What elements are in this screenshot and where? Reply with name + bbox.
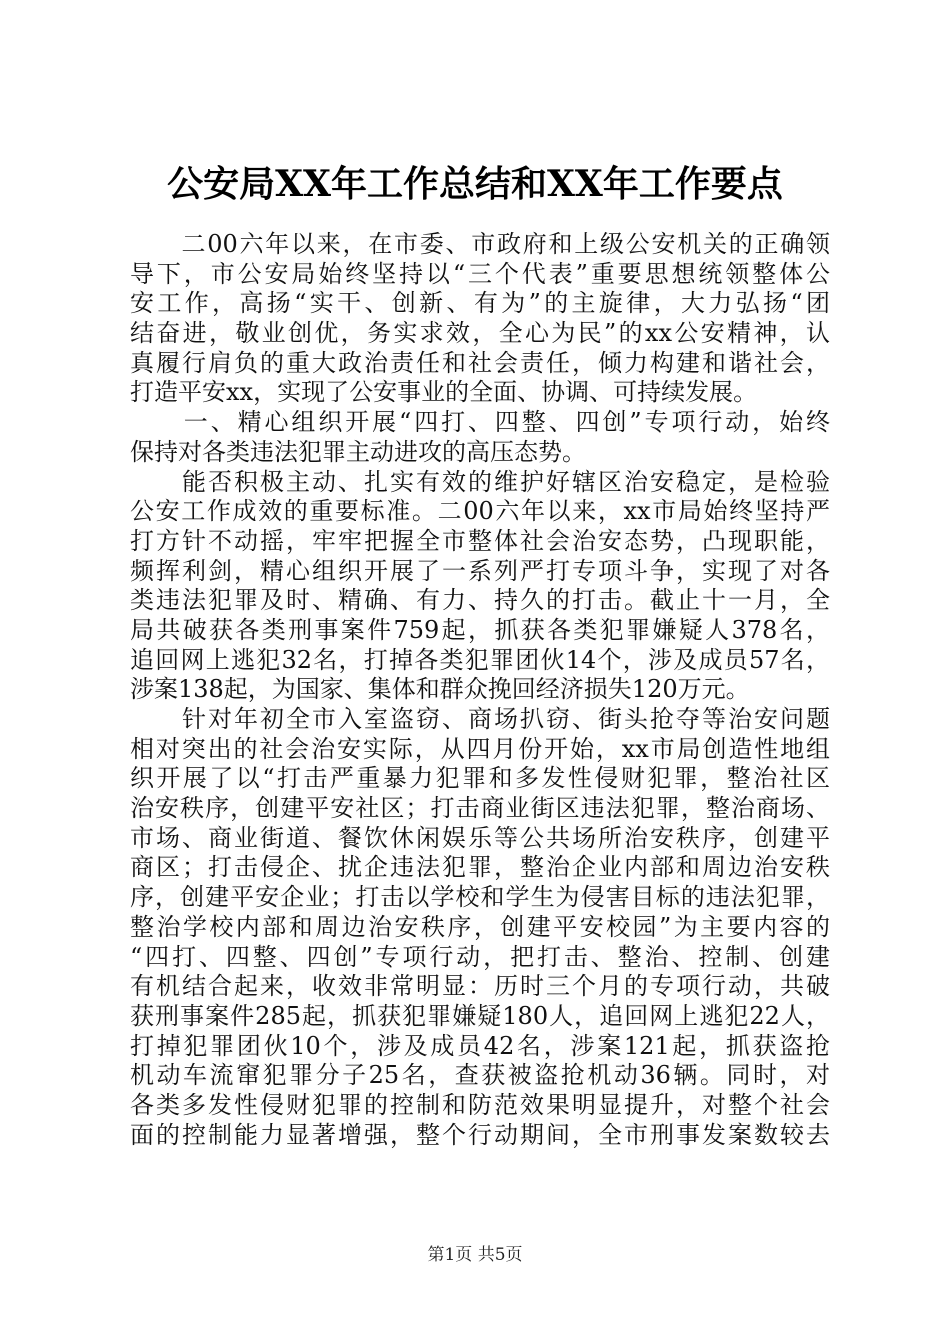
text-line: 获刑事案件285起，抓获犯罪嫌疑180人，追回网上逃犯22人，	[130, 1001, 830, 1030]
text-line: 局共破获各类刑事案件759起，抓获各类犯罪嫌疑人378名，	[130, 615, 830, 644]
text-line: 公安工作成效的重要标准。二00六年以来，xx市局始终坚持严	[130, 497, 830, 526]
text-line: 织开展了以“打击严重暴力犯罪和多发性侵财犯罪，整治社区	[130, 764, 830, 793]
text-line: 针对年初全市入室盗窃、商场扒窃、街头抢夺等治安问题	[130, 705, 830, 733]
text-line: “四打、四整、四创”专项行动，把打击、整治、控制、创建	[130, 942, 830, 971]
text-line: 一、精心组织开展“四打、四整、四创”专项行动，始终	[130, 408, 830, 437]
text-line: 结奋进，敬业创优，务实求效，全心为民”的xx公安精神，认	[130, 319, 830, 348]
document-body	[130, 230, 830, 1150]
text-line: 相对突出的社会治安实际，从四月份开始，xx市局创造性地组	[130, 734, 830, 763]
text-line: 商区；打击侵企、扰企违法犯罪，整治企业内部和周边治安秩	[130, 853, 830, 882]
text-line: 安工作，高扬“实干、创新、有为”的主旋律，大力弘扬“团	[130, 289, 830, 318]
page-footer: 第1页 共5页	[427, 1245, 523, 1265]
text-line: 打造平安xx，实现了公安事业的全面、协调、可持续发展。	[130, 378, 758, 407]
text-line: 类违法犯罪及时、精确、有力、持久的打击。截止十一月，全	[130, 586, 830, 615]
text-line: 各类多发性侵财犯罪的控制和防范效果明显提升，对整个社会	[130, 1090, 830, 1119]
text-line: 追回网上逃犯32名，打掉各类犯罪团伙14个，涉及成员57名，	[130, 645, 830, 674]
text-line: 涉案138起，为国家、集体和群众挽回经济损失120万元。	[130, 675, 750, 704]
text-line: 保持对各类违法犯罪主动进攻的高压态势。	[130, 437, 586, 466]
text-line: 导下，市公安局始终坚持以“三个代表”重要思想统领整体公	[130, 259, 830, 288]
text-line: 治安秩序，创建平安社区；打击商业街区违法犯罪，整治商场、	[130, 794, 830, 823]
text-line: 整治学校内部和周边治安秩序，创建平安校园”为主要内容的	[130, 912, 830, 941]
text-line: 面的控制能力显著增强，整个行动期间，全市刑事发案数较去	[130, 1120, 830, 1149]
text-line: 打方针不动摇，牢牢把握全市整体社会治安态势，凸现职能，	[130, 526, 830, 555]
text-line: 能否积极主动、扎实有效的维护好辖区治安稳定，是检验	[130, 467, 830, 496]
text-line: 频挥利剑，精心组织开展了一系列严打专项斗争，实现了对各	[130, 556, 830, 585]
text-line: 序，创建平安企业；打击以学校和学生为侵害目标的违法犯罪，	[130, 883, 830, 912]
text-line: 二00六年以来，在市委、市政府和上级公安机关的正确领	[130, 230, 830, 258]
text-line: 打掉犯罪团伙10个，涉及成员42名，涉案121起，抓获盗抢	[130, 1031, 830, 1060]
text-line: 真履行肩负的重大政治责任和社会责任，倾力构建和谐社会，	[130, 348, 830, 377]
text-line: 有机结合起来，收效非常明显：历时三个月的专项行动，共破	[130, 972, 830, 1001]
text-line: 市场、商业街道、餐饮休闲娱乐等公共场所治安秩序，创建平	[130, 823, 830, 852]
text-line: 机动车流窜犯罪分子25名，查获被盗抢机动36辆。同时，对	[130, 1061, 830, 1090]
document-title: 公安局XX年工作总结和XX年工作要点	[167, 163, 783, 205]
